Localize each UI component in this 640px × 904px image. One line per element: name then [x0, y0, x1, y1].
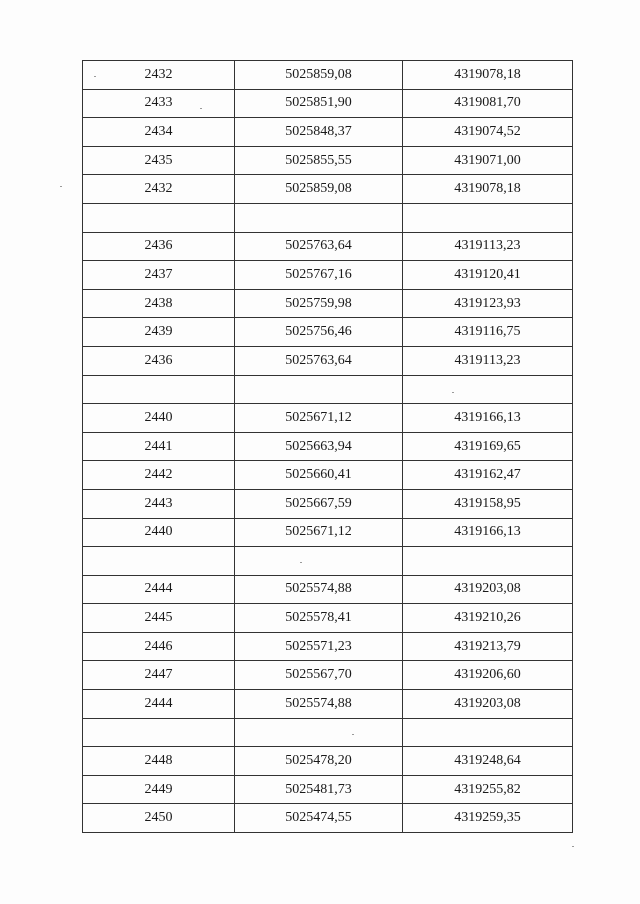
- table-row: [83, 89, 573, 118]
- point-number-cell: 2445: [83, 604, 235, 633]
- x-coordinate-cell: 5025478,20: [235, 747, 403, 776]
- y-coordinate-cell: 4319213,79: [403, 632, 573, 661]
- y-coordinate-cell: [403, 547, 573, 576]
- scan-speck: [60, 186, 62, 187]
- x-coordinate-cell: 5025671,12: [235, 518, 403, 547]
- y-coordinate-cell: 4319166,13: [403, 404, 573, 433]
- point-number-cell: 2447: [83, 661, 235, 690]
- table-row: [83, 661, 573, 690]
- y-coordinate-cell: [403, 203, 573, 232]
- point-number-cell: 2449: [83, 775, 235, 804]
- y-coordinate-cell: 4319113,23: [403, 232, 573, 261]
- scan-speck: [300, 562, 302, 563]
- y-coordinate-cell: 4319158,95: [403, 489, 573, 518]
- point-number-cell: 2434: [83, 118, 235, 147]
- table-row: [83, 261, 573, 290]
- y-coordinate-cell: 4319255,82: [403, 775, 573, 804]
- x-coordinate-cell: 5025756,46: [235, 318, 403, 347]
- y-coordinate-cell: 4319162,47: [403, 461, 573, 490]
- x-coordinate-cell: [235, 203, 403, 232]
- table-row: [83, 489, 573, 518]
- point-number-cell: 2436: [83, 346, 235, 375]
- table-row: [83, 461, 573, 490]
- x-coordinate-cell: 5025767,16: [235, 261, 403, 290]
- table-row: [83, 175, 573, 204]
- point-number-cell: [83, 547, 235, 576]
- point-number-cell: 2444: [83, 690, 235, 719]
- x-coordinate-cell: [235, 547, 403, 576]
- x-coordinate-cell: 5025578,41: [235, 604, 403, 633]
- point-number-cell: 2444: [83, 575, 235, 604]
- point-number-cell: [83, 375, 235, 404]
- x-coordinate-cell: 5025571,23: [235, 632, 403, 661]
- table-row: [83, 604, 573, 633]
- y-coordinate-cell: 4319081,70: [403, 89, 573, 118]
- table-row: [83, 346, 573, 375]
- y-coordinate-cell: 4319248,64: [403, 747, 573, 776]
- point-number-cell: 2442: [83, 461, 235, 490]
- table-row: [83, 575, 573, 604]
- coordinates-table-body: [83, 61, 573, 833]
- table-row: [83, 61, 573, 90]
- coordinates-table: [82, 60, 573, 833]
- table-row: [83, 232, 573, 261]
- point-number-cell: 2448: [83, 747, 235, 776]
- y-coordinate-cell: 4319259,35: [403, 804, 573, 833]
- x-coordinate-cell: 5025574,88: [235, 690, 403, 719]
- point-number-cell: 2450: [83, 804, 235, 833]
- table-row-separator: [83, 375, 573, 404]
- x-coordinate-cell: [235, 375, 403, 404]
- table-row: [83, 289, 573, 318]
- x-coordinate-cell: 5025759,98: [235, 289, 403, 318]
- scan-speck: [200, 108, 202, 109]
- y-coordinate-cell: 4319206,60: [403, 661, 573, 690]
- x-coordinate-cell: 5025859,08: [235, 61, 403, 90]
- point-number-cell: 2446: [83, 632, 235, 661]
- scan-speck: [352, 734, 354, 735]
- table-row: [83, 690, 573, 719]
- scan-speck: [452, 392, 454, 393]
- scan-speck: [94, 76, 96, 77]
- table-row: [83, 747, 573, 776]
- y-coordinate-cell: 4319071,00: [403, 146, 573, 175]
- y-coordinate-cell: 4319210,26: [403, 604, 573, 633]
- x-coordinate-cell: [235, 718, 403, 747]
- point-number-cell: 2441: [83, 432, 235, 461]
- y-coordinate-cell: 4319203,08: [403, 575, 573, 604]
- x-coordinate-cell: 5025660,41: [235, 461, 403, 490]
- table-row: [83, 804, 573, 833]
- table-row: [83, 432, 573, 461]
- y-coordinate-cell: 4319116,75: [403, 318, 573, 347]
- table-row-separator: [83, 547, 573, 576]
- x-coordinate-cell: 5025567,70: [235, 661, 403, 690]
- x-coordinate-cell: 5025663,94: [235, 432, 403, 461]
- x-coordinate-cell: 5025848,37: [235, 118, 403, 147]
- scan-speck: [572, 846, 574, 847]
- x-coordinate-cell: 5025481,73: [235, 775, 403, 804]
- x-coordinate-cell: 5025855,55: [235, 146, 403, 175]
- x-coordinate-cell: 5025763,64: [235, 346, 403, 375]
- y-coordinate-cell: [403, 718, 573, 747]
- point-number-cell: 2443: [83, 489, 235, 518]
- x-coordinate-cell: 5025667,59: [235, 489, 403, 518]
- y-coordinate-cell: 4319169,65: [403, 432, 573, 461]
- y-coordinate-cell: 4319203,08: [403, 690, 573, 719]
- point-number-cell: 2440: [83, 518, 235, 547]
- point-number-cell: 2439: [83, 318, 235, 347]
- x-coordinate-cell: 5025474,55: [235, 804, 403, 833]
- point-number-cell: 2438: [83, 289, 235, 318]
- table-row-separator: [83, 203, 573, 232]
- y-coordinate-cell: 4319113,23: [403, 346, 573, 375]
- table-row: [83, 146, 573, 175]
- table-row: [83, 318, 573, 347]
- x-coordinate-cell: 5025763,64: [235, 232, 403, 261]
- x-coordinate-cell: 5025859,08: [235, 175, 403, 204]
- y-coordinate-cell: 4319123,93: [403, 289, 573, 318]
- y-coordinate-cell: 4319074,52: [403, 118, 573, 147]
- point-number-cell: 2436: [83, 232, 235, 261]
- y-coordinate-cell: 4319078,18: [403, 61, 573, 90]
- point-number-cell: 2440: [83, 404, 235, 433]
- y-coordinate-cell: 4319166,13: [403, 518, 573, 547]
- x-coordinate-cell: 5025671,12: [235, 404, 403, 433]
- point-number-cell: [83, 203, 235, 232]
- table-row: [83, 118, 573, 147]
- point-number-cell: [83, 718, 235, 747]
- point-number-cell: 2432: [83, 61, 235, 90]
- table-row: [83, 404, 573, 433]
- y-coordinate-cell: [403, 375, 573, 404]
- point-number-cell: 2435: [83, 146, 235, 175]
- point-number-cell: 2432: [83, 175, 235, 204]
- y-coordinate-cell: 4319078,18: [403, 175, 573, 204]
- x-coordinate-cell: 5025574,88: [235, 575, 403, 604]
- table-row: [83, 632, 573, 661]
- table-row: [83, 775, 573, 804]
- point-number-cell: 2437: [83, 261, 235, 290]
- table-row: [83, 518, 573, 547]
- x-coordinate-cell: 5025851,90: [235, 89, 403, 118]
- point-number-cell: 2433: [83, 89, 235, 118]
- table-row-separator: [83, 718, 573, 747]
- y-coordinate-cell: 4319120,41: [403, 261, 573, 290]
